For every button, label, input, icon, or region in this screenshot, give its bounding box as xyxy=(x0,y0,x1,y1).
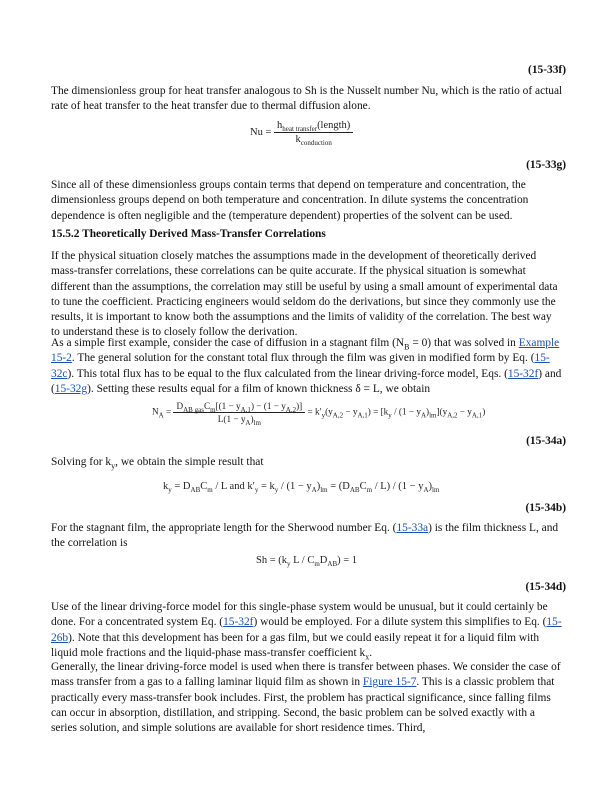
link-example-15-2[interactable]: Example 15-2 xyxy=(51,337,560,365)
eq-flux-r2s: A,2 xyxy=(332,411,344,420)
eq-nu-length: (length) xyxy=(317,120,351,131)
eq-ky-i: C xyxy=(359,481,367,492)
eq-flux-denominator xyxy=(173,413,305,427)
equation-number-15-34a: (15-34a) xyxy=(526,435,566,447)
eq-ky-cs: m xyxy=(207,486,213,495)
eq-flux-r1: = k′ xyxy=(305,406,322,417)
equation-sherwood xyxy=(256,555,358,569)
eq-flux-r8: − y xyxy=(457,406,472,417)
section-heading: 15.5.2 Theoretically Derived Mass-Transfer Correlations xyxy=(51,228,326,240)
linear-text-2: ) would be employed. For a dilute system this simplifies to Eq. ( xyxy=(253,616,547,629)
eq-ky-b: = D xyxy=(171,481,191,492)
eq-flux-equals: = xyxy=(163,406,174,417)
linear-text-3: ). Note that this development has been for a gas film, but we could easily repeat it for a liquid film with liquid mole fractions and the liquid-phase mass-transfer coefficient k xyxy=(51,631,540,659)
eq-flux-d-sub: AB gas xyxy=(183,405,204,414)
eq-flux-c: C xyxy=(203,401,211,411)
link-eq-15-32g[interactable]: 15-32g xyxy=(54,382,88,395)
eq-sh-cs: AB xyxy=(327,560,338,569)
eq-flux-r7: ](y xyxy=(436,406,448,417)
paragraph-physical-situation: If the physical situation closely matches the assumptions made in the development of theoretically derived mass-transfer correlations, these correlations can be quite accurate. If the physical situation is somewhat different than the assumptions, the correlation may still be useful by using a small amount of experimental data to tune the coefficient. Practicing engineers would seldom do the derivations, but since they commonly use the results, it is important to know both the assumptions and the limits of validity of the correlation. The best way to understand these is to closely follow the derivation. xyxy=(51,250,558,339)
eq-sh-as: y xyxy=(287,560,291,569)
example-text-2: = 0) that was solved in xyxy=(409,337,519,349)
link-eq-15-33a[interactable]: 15-33a xyxy=(396,522,429,534)
paragraph-dimensionless-groups: Since all of these dimensionless groups contain terms that depend on temperature and concentration, the dimensionless groups depend on both temperature and concentration. In dilute systems the concentration dependence is often negligible and the (temperature dependent) properties of the solvent can be used. xyxy=(51,179,529,222)
general-text-2: . This is a classic problem that practically every mass-transfer book includes. First, the problem has practical significance, since falling films can occur in absorption, distillation, and stripping. Second, the basic problem can be solved exactly with a series solution, and simple solutions are available for short residence times. Third, xyxy=(51,676,555,735)
paragraph-stagnant-film xyxy=(51,521,563,552)
eq-flux-r4s: y xyxy=(388,411,392,420)
eq-flux-r8s: A,1 xyxy=(471,411,483,420)
eq-ky-e: = k xyxy=(258,481,275,492)
eq-flux-c-sub: m xyxy=(210,405,216,414)
equation-ky xyxy=(163,481,440,495)
equation-nu-denominator xyxy=(274,133,353,148)
solving-text-1: Solving for k xyxy=(51,456,112,468)
paragraph-nusselt: The dimensionless group for heat transfer analogous to Sh is the Nusselt number Nu, which is the ratio of actual rate of heat transfer to the heat transfer due to thermal diffusion alone. xyxy=(51,85,563,113)
eq-ky-d: / L and k′ xyxy=(212,481,255,492)
link-eq-15-32c[interactable]: 15-32c xyxy=(51,352,550,380)
paragraph-linear-driving-force xyxy=(51,600,563,661)
eq-ky-es: y xyxy=(274,486,279,495)
equation-nu-numerator xyxy=(274,120,353,133)
eq-flux-n4: )] xyxy=(296,401,303,411)
equation-number-15-34b: (15-34b) xyxy=(525,502,566,514)
eq-flux-n3: ) − (1 − y xyxy=(250,401,286,411)
eq-flux-r2: (y xyxy=(325,406,333,417)
eq-flux-den-rest: ) xyxy=(250,414,254,424)
eq-ky-js: A xyxy=(423,486,429,495)
eq-flux-r7s: A,2 xyxy=(447,411,458,420)
eq-flux-r5s: A xyxy=(420,411,427,420)
eq-flux-r3: − y xyxy=(343,406,358,417)
eq-ky-c: C xyxy=(200,481,208,492)
equation-nu-fraction xyxy=(274,120,353,148)
equation-number-15-33g: (15-33g) xyxy=(526,159,566,171)
general-text-1: Generally, the linear driving-force model is used when there is transfer between phases. We consider the case of mass transfer from a gas to a falling laminar liquid film as shown in xyxy=(51,661,561,689)
eq-ky-g: ) xyxy=(316,481,321,492)
eq-ky-ks: lm xyxy=(432,486,440,495)
example-text-1: As a simple first example, consider the case of diffusion in a stagnant film (N xyxy=(51,337,405,349)
equation-number-15-33f: (15-33f) xyxy=(528,64,566,76)
eq-ky-hs: AB xyxy=(349,486,360,495)
eq-ky-is: m xyxy=(366,486,373,495)
eq-ky-gs: lm xyxy=(320,486,328,495)
eq-ky-j: / L) / (1 − y xyxy=(372,481,424,492)
eq-flux-den-sub1: A xyxy=(245,418,251,427)
eq-flux-r6: ) xyxy=(426,406,430,417)
link-eq-15-32f[interactable]: 15-32f xyxy=(507,367,539,380)
equation-nu-lhs: Nu = xyxy=(250,126,272,138)
link-eq-15-26b[interactable]: 15-26b xyxy=(51,616,562,644)
stagnant-text-2: ) is the film thickness L, and the correlation is xyxy=(51,522,559,550)
eq-flux-den-sub2: lm xyxy=(253,418,261,427)
eq-flux-r4: ) = [k xyxy=(367,406,389,417)
eq-ky-k: ) xyxy=(428,481,433,492)
eq-flux-r6s: lm xyxy=(429,411,437,420)
eq-flux-r9: ) xyxy=(482,406,486,417)
linear-kx-sub: x xyxy=(365,652,370,662)
solving-ky-sub: y xyxy=(111,461,116,471)
eq-flux-n2: [(1 − y xyxy=(215,401,241,411)
paragraph-stagnant-example xyxy=(51,336,563,397)
eq-flux-n-sub: A xyxy=(158,411,164,420)
eq-sh-bs: m xyxy=(314,560,320,569)
eq-flux-fraction xyxy=(173,401,305,427)
example-nb-sub: B xyxy=(404,342,410,352)
eq-ky-h: = (D xyxy=(327,481,350,492)
eq-ky-f: / (1 − y xyxy=(278,481,312,492)
paragraph-solving-ky xyxy=(51,455,563,470)
link-figure-15-7[interactable]: Figure 15-7 xyxy=(362,676,417,689)
eq-flux-den: L(1 − y xyxy=(217,414,246,424)
equation-number-15-34d: (15-34d) xyxy=(525,581,566,593)
stagnant-text-1: For the stagnant film, the appropriate length for the Sherwood number Eq. ( xyxy=(51,522,397,534)
link-eq-15-32f-b[interactable]: 15-32f xyxy=(223,616,254,629)
eq-sh-b: L / C xyxy=(290,555,315,566)
eq-flux-numerator xyxy=(173,401,305,413)
eq-sh-a: Sh = (k xyxy=(256,555,288,566)
example-text-5: ) and ( xyxy=(51,367,562,395)
eq-nu-k: k xyxy=(295,134,301,145)
eq-ky-as: y xyxy=(168,486,172,495)
eq-flux-r5: / (1 − y xyxy=(391,406,421,417)
linear-text-1: Use of the linear driving-force model for this single-phase system would be unusual, but it could certainly be done. For a concentrated system Eq. ( xyxy=(51,601,548,629)
example-text-3: . The general solution for the constant total flux through the film was given in modified form by Eq. ( xyxy=(71,352,535,365)
eq-nu-h: h xyxy=(277,120,283,131)
eq-sh-c: D xyxy=(319,555,328,566)
solving-text-2: , we obtain the simple result that xyxy=(115,456,264,468)
eq-sh-d: ) = 1 xyxy=(337,555,358,566)
eq-nu-k-sub: conduction xyxy=(300,139,332,148)
paragraph-general xyxy=(51,660,563,736)
eq-flux-ys2: A,2 xyxy=(285,405,297,414)
eq-ky-fs: A xyxy=(311,486,317,495)
eq-flux-n: N xyxy=(152,406,159,417)
eq-flux-r3s: A,1 xyxy=(357,411,368,420)
equation-nusselt xyxy=(250,120,353,148)
eq-ky-bs: AB xyxy=(190,486,201,495)
equation-flux-balance xyxy=(152,401,486,427)
eq-nu-h-sub: heat transfer xyxy=(282,125,318,134)
example-text-6: ). Setting these results equal for a film of known thickness δ = L, we obtain xyxy=(87,382,431,395)
linear-text-4: . xyxy=(369,646,373,659)
eq-ky-a: k xyxy=(163,481,169,492)
eq-flux-ys1: A,1 xyxy=(240,405,251,414)
eq-ky-ds: y xyxy=(254,486,259,495)
eq-flux-r1s: y xyxy=(321,411,326,420)
example-text-4: ). This total flux has to be equal to the flux calculated from the linear driving-force model, Eqs. ( xyxy=(67,367,508,380)
eq-flux-d: D xyxy=(176,401,184,411)
